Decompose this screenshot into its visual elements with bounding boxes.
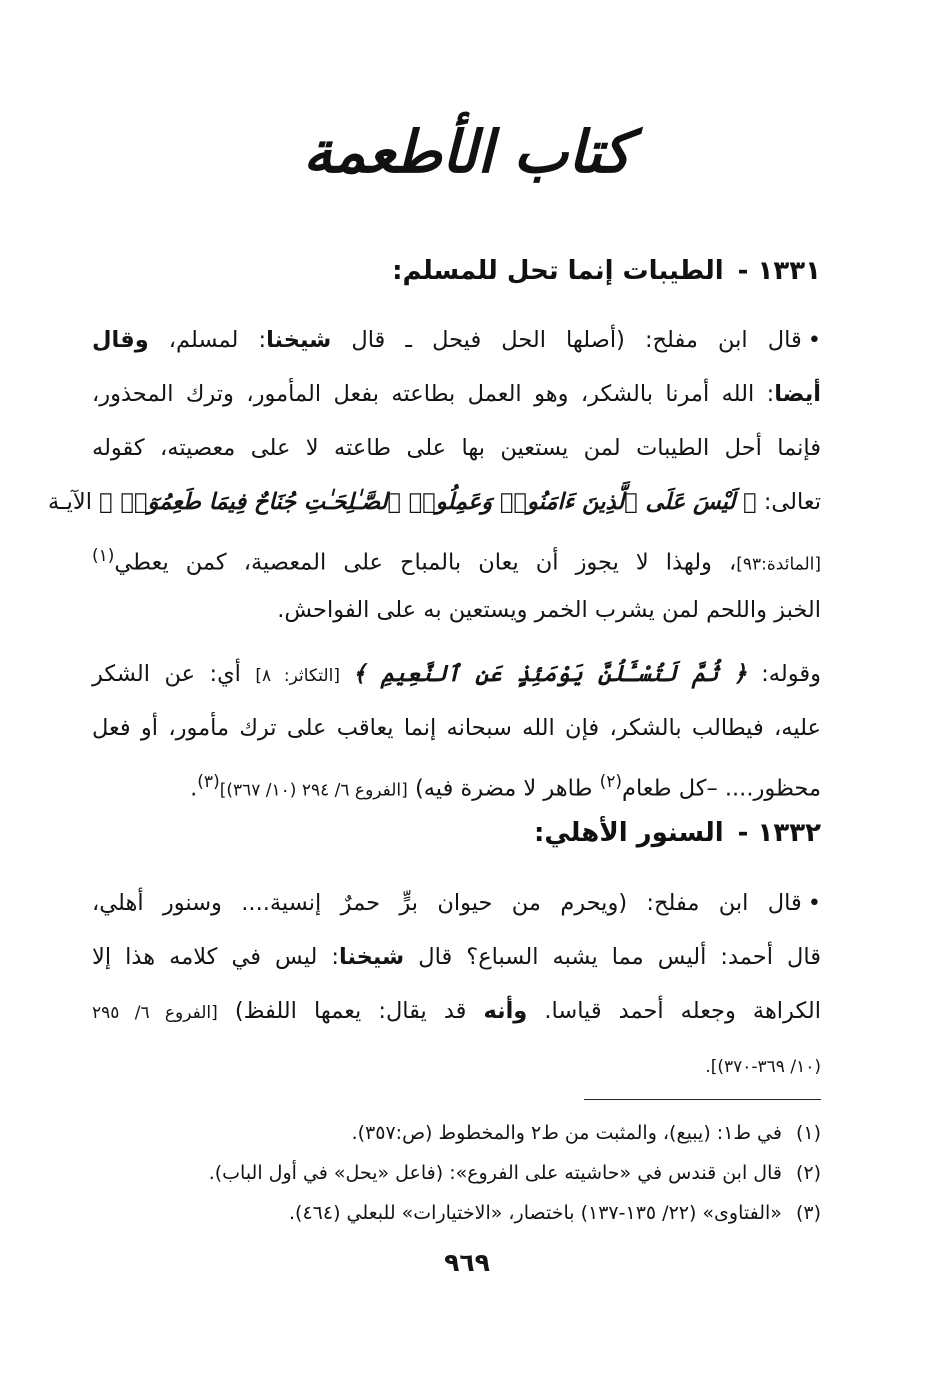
text-segment: تعالى: <box>756 489 821 515</box>
text-segment: وقوله: <box>746 661 821 687</box>
text-segment: قال ابن مفلح: (أصلها الحل فيحل ـ قال <box>331 327 802 353</box>
text-line <box>92 421 821 475</box>
section-heading-1332 <box>90 818 821 848</box>
text-line <box>92 367 821 421</box>
footnote <box>120 1194 821 1232</box>
bold-term: وأنه <box>483 998 528 1024</box>
text-segment: . <box>190 775 198 802</box>
footnote-divider <box>584 1099 821 1100</box>
section-heading-1331 <box>90 256 821 286</box>
footnote-marker[interactable]: (١) <box>92 546 115 566</box>
section-number: ١٣٣٢ - <box>737 818 821 848</box>
footnote-text: في ط١: (يبيع)، والمثبت من ط٢ والمخطوط (ص:٣٥٧). <box>351 1122 782 1144</box>
footnote-marker[interactable]: (٢) <box>599 772 623 792</box>
text-segment: محظور.... –كل طعام <box>622 775 821 802</box>
section-number: ١٣٣١ - <box>737 256 821 286</box>
text-segment: قال أحمد: أليس مما يشبه السباع؟ قال <box>404 944 821 970</box>
text-segment: ، ولهذا لا يجوز أن يعان بالمباح على المعصية، كمن يعطي <box>114 549 737 576</box>
footnote-text: قال ابن قندس في «حاشيته على الفروع»: (فاعل «يحل» في أول الباب). <box>208 1162 782 1184</box>
bold-term: شيخنا <box>339 944 405 970</box>
source-reference: [الفروع ٦/ ٢٩٥ <box>92 1003 218 1023</box>
section-title: الطيبات إنما تحل للمسلم: <box>392 256 724 286</box>
text-line <box>92 1038 821 1092</box>
footnote-text: «الفتاوى» (٢٢/ ١٣٥-١٣٧) باختصار، «الاختيارات» للبعلي (٤٦٤). <box>288 1202 782 1224</box>
text-line <box>92 930 821 984</box>
text-segment: الآيـة <box>47 489 100 515</box>
text-segment: طاهر لا مضرة فيه) <box>407 775 600 802</box>
verse-reference: [التكاثر: ٨] <box>255 666 353 686</box>
footnote <box>120 1114 821 1152</box>
footnote-number: (١) <box>795 1122 821 1144</box>
footnote-marker[interactable]: (٣) <box>197 772 220 792</box>
text-line <box>92 313 821 367</box>
verse-reference: [المائدة:٩٣] <box>736 554 821 575</box>
bullet-icon: • <box>807 327 821 353</box>
text-line <box>92 755 821 809</box>
text-segment: فإنما أحل الطيبات لمن يستعين بها على طاعته لا على معصيته، كقوله <box>92 435 821 461</box>
quran-verse: ﴿ ثُمَّ لَتُسْـَٔلُنَّ يَوْمَئِذٍ عَنِ ٱلنَّعِيمِ ﴾ <box>352 661 747 687</box>
text-segment: عليه، فيطالب بالشكر، فإن الله سبحانه إنما يعاقب على ترك مأمور، أو فعل <box>92 715 821 741</box>
footnote <box>120 1154 821 1192</box>
text-segment: : لمسلم، <box>148 327 267 353</box>
text-segment: الكراهة وجعله أحمد قياسا. <box>527 998 822 1024</box>
text-segment: : الله أمرنا بالشكر، وهو العمل بطاعته بفعل المأمور، وترك المحذور، <box>92 381 775 407</box>
footnote-number: (٢) <box>795 1162 821 1184</box>
text-segment: الخبز واللحم لمن يشرب الخمر ويستعين به على الفواحش. <box>277 597 821 623</box>
text-segment: قد يقال: يعمها اللفظ) <box>217 998 484 1024</box>
page-number: ٩٦٩ <box>444 1248 490 1277</box>
text-line <box>47 475 821 529</box>
bold-term: وقال <box>92 327 149 353</box>
source-reference: [الفروع ٦/ ٢٩٤ (١٠/ ٣٦٧)] <box>219 780 408 801</box>
bold-term: أيضا <box>774 381 821 407</box>
text-line <box>92 647 821 701</box>
quran-verse: ﴿ لَيْسَ عَلَى ٱلَّذِينَ ءَامَنُوا۟ وَعَمِلُوا۟ ٱلصَّـٰلِحَـٰتِ جُنَاحٌ فِيمَا طَعِمُوٓا۟ ﴾ <box>99 489 757 515</box>
bold-term: شيخنا <box>266 327 332 353</box>
bullet-icon: • <box>807 890 821 916</box>
text-line <box>92 529 821 583</box>
footnote-number: (٣) <box>795 1202 821 1224</box>
text-line <box>92 583 821 637</box>
chapter-title: كتاب الأطعمة <box>303 118 631 186</box>
section-title: السنور الأهلي: <box>533 818 724 848</box>
text-line <box>92 701 821 755</box>
text-line <box>92 984 821 1038</box>
text-segment: : ليس في كلامه هذا إلا <box>92 944 340 970</box>
text-segment: قال ابن مفلح: (ويحرم من حيوان برٍّ حمرٌ إنسية.... وسنور أهلي، <box>92 890 802 916</box>
text-segment: أي: عن الشكر <box>92 661 256 687</box>
source-reference: (١٠/ ٣٦٩-٣٧٠)]. <box>705 1057 821 1077</box>
text-line <box>92 876 821 930</box>
